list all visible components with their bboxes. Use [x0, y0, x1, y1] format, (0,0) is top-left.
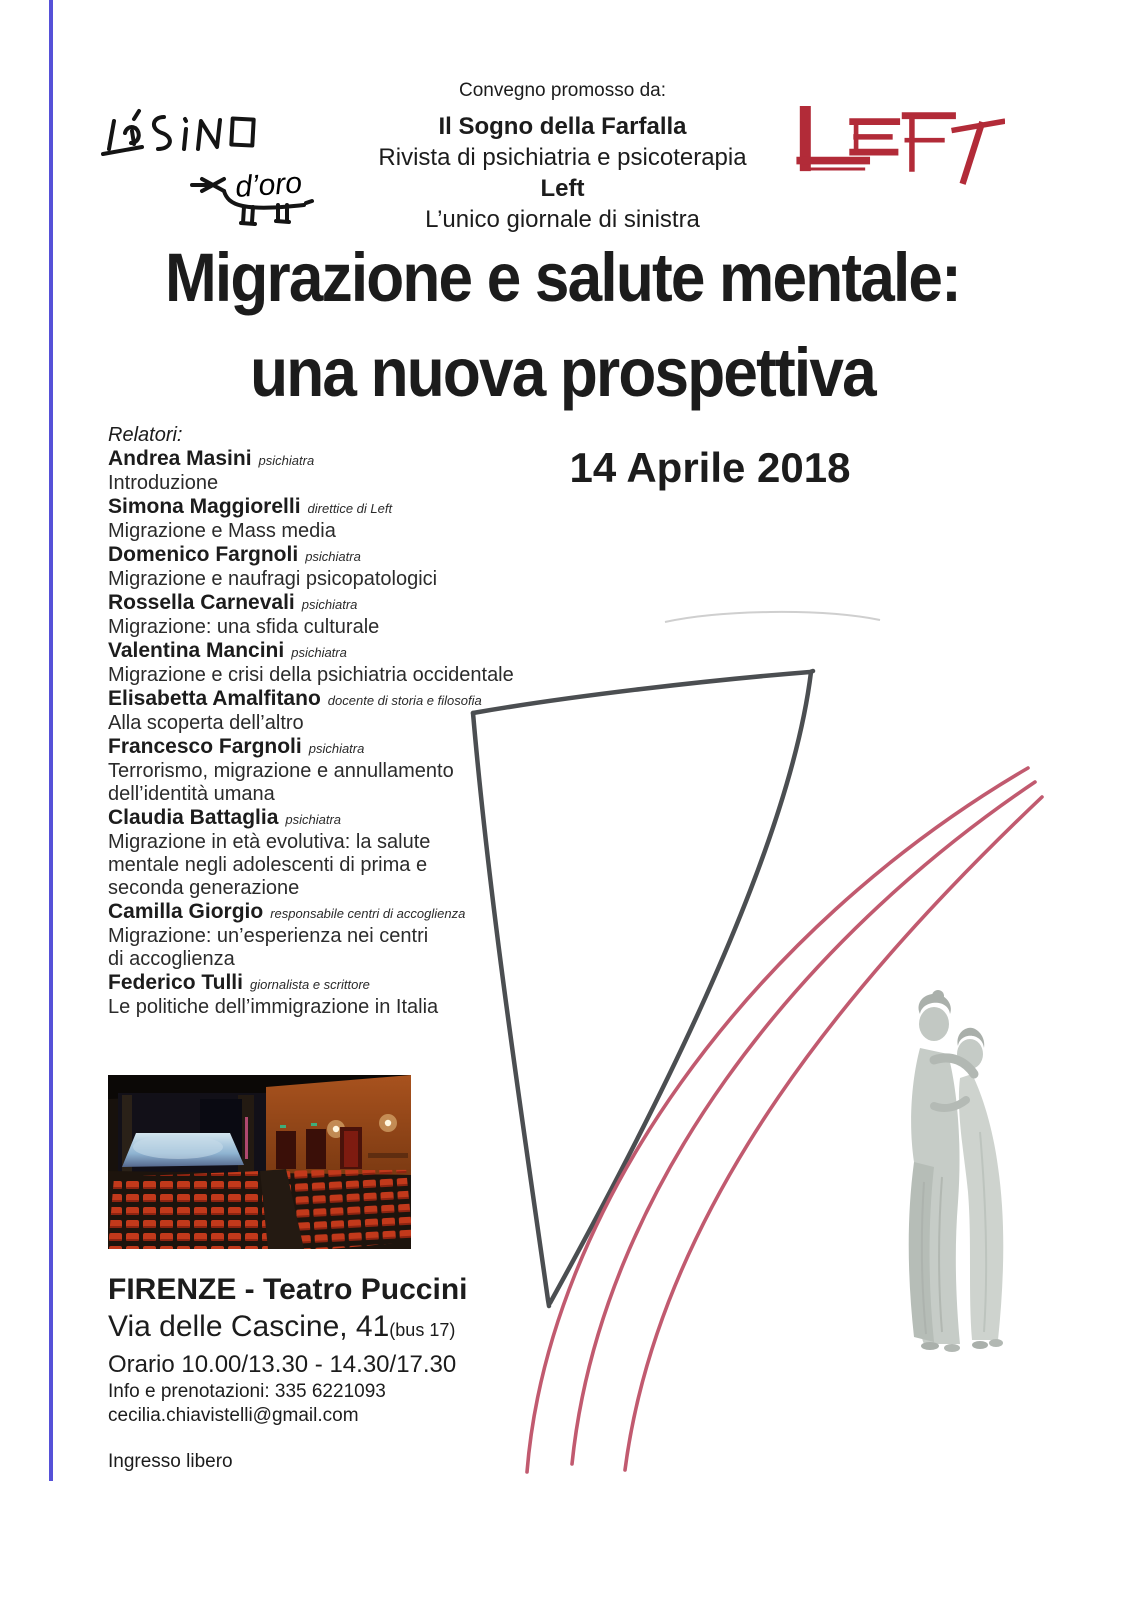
speaker-talk-line: Alla scoperta dell’altro [108, 712, 304, 734]
statue-image [868, 982, 1048, 1357]
speaker-talk-line: Migrazione e Mass media [108, 520, 336, 542]
speaker-role: psichiatra [305, 549, 361, 564]
speaker-talk-line: Le politiche dell’immigrazione in Italia [108, 996, 439, 1018]
speaker-talk [108, 520, 668, 543]
org2-desc: L’unico giornale di sinistra [425, 206, 700, 233]
speaker-talk [108, 472, 668, 495]
speaker-name: Andrea Masini [108, 447, 252, 470]
speaker-name: Domenico Fargnoli [108, 543, 299, 566]
speaker-name: Francesco Fargnoli [108, 735, 302, 758]
speaker-role: psichiatra [308, 741, 365, 756]
speaker-talk-line: Introduzione [108, 472, 219, 494]
org1-name: Il Sogno della Farfalla [438, 113, 687, 140]
speaker-name: Claudia Battaglia [108, 806, 279, 829]
venue-hours: Orario 10.00/13.30 - 14.30/17.30 [108, 1351, 457, 1378]
speaker-role: responsabile centri di accoglienza [270, 906, 466, 921]
left-magazine-logo [785, 103, 1005, 191]
event-date: 14 Aprile 2018 [569, 444, 851, 491]
speaker-talk-line: Migrazione in età evolutiva: la salute [108, 831, 431, 853]
speaker-name-line [108, 447, 668, 472]
speaker-role: psichiatra [301, 597, 358, 612]
venue-name: FIRENZE - Teatro Puccini [108, 1273, 468, 1306]
speaker-talk-line: Migrazione e crisi della psichiatria occidentale [108, 664, 514, 686]
speaker-name-line [108, 543, 668, 568]
speaker-item [108, 447, 668, 495]
speaker-name-line [108, 495, 668, 520]
black-v-sketch [473, 671, 813, 1306]
speaker-talk-line: seconda generazione [108, 877, 300, 899]
speaker-talk [108, 568, 668, 591]
speaker-role: direttice di Left [307, 501, 393, 516]
speaker-name: Simona Maggiorelli [108, 495, 301, 518]
speaker-talk-line: Terrorismo, migrazione e annullamento [108, 760, 454, 782]
poster-title [56, 230, 1069, 420]
admission-note: Ingresso libero [108, 1451, 233, 1472]
venue-block [108, 1271, 468, 1473]
venue-address-note: (bus 17) [389, 1320, 456, 1340]
speaker-name: Federico Tulli [108, 971, 243, 994]
org2-name: Left [540, 175, 585, 202]
speaker-role: psichiatra [285, 812, 342, 827]
speaker-talk-line: dell’identità umana [108, 783, 275, 805]
speaker-name: Elisabetta Amalfitano [108, 687, 321, 710]
theater-photo [108, 1075, 411, 1249]
speaker-talk-line: Migrazione: una sfida culturale [108, 616, 380, 638]
speaker-talk-line: di accoglienza [108, 948, 235, 970]
org1-desc: Rivista di psichiatria e psicoterapia [378, 144, 747, 171]
speaker-talk-line: mentale negli adolescenti di prima e [108, 854, 428, 876]
speaker-name: Rossella Carnevali [108, 591, 295, 614]
speaker-item [108, 495, 668, 543]
venue-info-phone: Info e prenotazioni: 335 6221093 [108, 1381, 386, 1402]
speaker-talk-line: Migrazione e naufragi psicopatologici [108, 568, 438, 590]
speaker-name: Valentina Mancini [108, 639, 285, 662]
poster-title-line2: una nuova prospettiva [250, 334, 875, 411]
speaker-name: Camilla Giorgio [108, 900, 264, 923]
speaker-role: psichiatra [258, 453, 315, 468]
venue-address: Via delle Cascine, 41 [108, 1310, 390, 1343]
speaker-role: giornalista e scrittore [249, 977, 370, 992]
speakers-heading: Relatori: [108, 424, 183, 446]
speaker-role: psichiatra [291, 645, 347, 660]
speaker-role: docente di storia e filosofia [327, 693, 482, 708]
venue-email: cecilia.chiavistelli@gmail.com [108, 1405, 359, 1426]
asino-logo-text: d’oro [234, 166, 304, 204]
venue-address-line [108, 1308, 468, 1349]
statue-figures [909, 990, 1004, 1352]
faint-pencil-mark [665, 612, 880, 622]
speaker-talk-line: Migrazione: un’esperienza nei centri [108, 925, 429, 947]
poster-title-line1: Migrazione e salute mentale: [164, 239, 961, 316]
speaker-item [108, 543, 668, 591]
promoted-by-label: Convegno promosso da: [458, 80, 666, 101]
